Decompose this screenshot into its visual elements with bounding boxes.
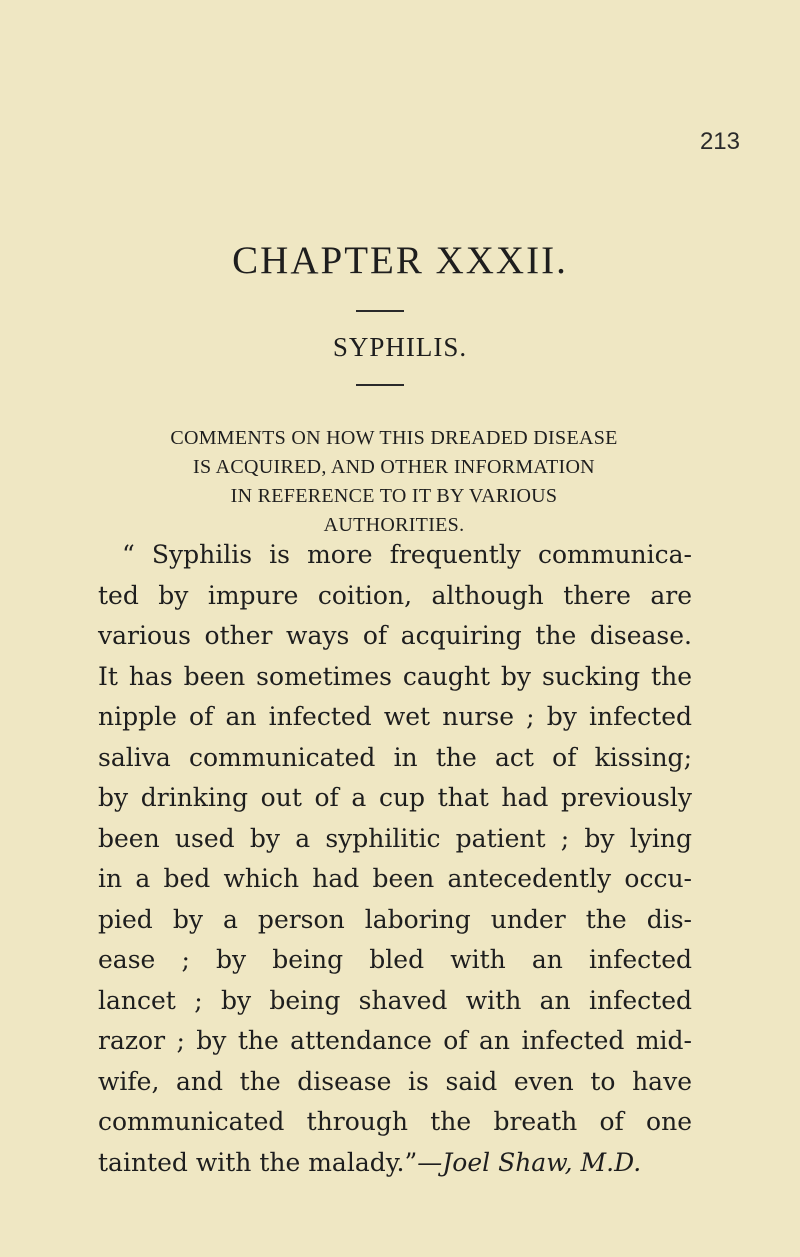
section-title: SYPHILIS.: [332, 332, 468, 362]
quote-line: in a bed which had been antecedently occu-: [98, 864, 692, 893]
summary-line: AUTHORITIES.: [323, 514, 465, 536]
quote-paragraph: [98, 535, 692, 1183]
quote-line: nipple of an infected wet nurse ; by infected: [98, 702, 692, 731]
quote-line: lancet ; by being shaved with an infected: [98, 985, 692, 1015]
divider-rule-top: [356, 310, 404, 312]
quote-line: communicated through the breath of one: [98, 1107, 692, 1136]
quote-line: ted by impure coition, although there are: [98, 580, 692, 610]
chapter-summary: [100, 424, 688, 540]
quote-line: by drinking out of a cup that had previously: [98, 783, 692, 812]
divider-rule-bottom: [356, 384, 404, 386]
quote-line: been used by a syphilitic patient ; by lying: [98, 823, 692, 853]
quote-final-text: tainted with the malady.”: [98, 1147, 418, 1177]
summary-line: IN REFERENCE TO IT BY VARIOUS: [230, 485, 558, 507]
quote-line: It has been sometimes caught by sucking the: [98, 661, 692, 691]
quote-line: various other ways of acquiring the disease.: [98, 621, 692, 650]
page-number: 213: [699, 128, 740, 155]
chapter-title: CHAPTER XXXII.: [232, 239, 568, 282]
quote-line: pied by a person laboring under the dis-: [98, 904, 692, 934]
summary-line: IS ACQUIRED, AND OTHER INFORMATION: [193, 456, 595, 478]
summary-line: COMMENTS ON HOW THIS DREADED DISEASE: [170, 427, 618, 449]
quote-line: “ Syphilis is more frequently communica-: [122, 540, 692, 569]
quote-final-line: [98, 1143, 692, 1184]
quote-line: razor ; by the attendance of an infected mid-: [98, 1026, 692, 1055]
quote-attribution: —Joel Shaw, M.D.: [417, 1147, 642, 1177]
quote-line: saliva communicated in the act of kissing;: [98, 742, 692, 772]
quote-line: wife, and the disease is said even to have: [98, 1066, 692, 1096]
quote-line: ease ; by being bled with an infected: [98, 945, 692, 974]
